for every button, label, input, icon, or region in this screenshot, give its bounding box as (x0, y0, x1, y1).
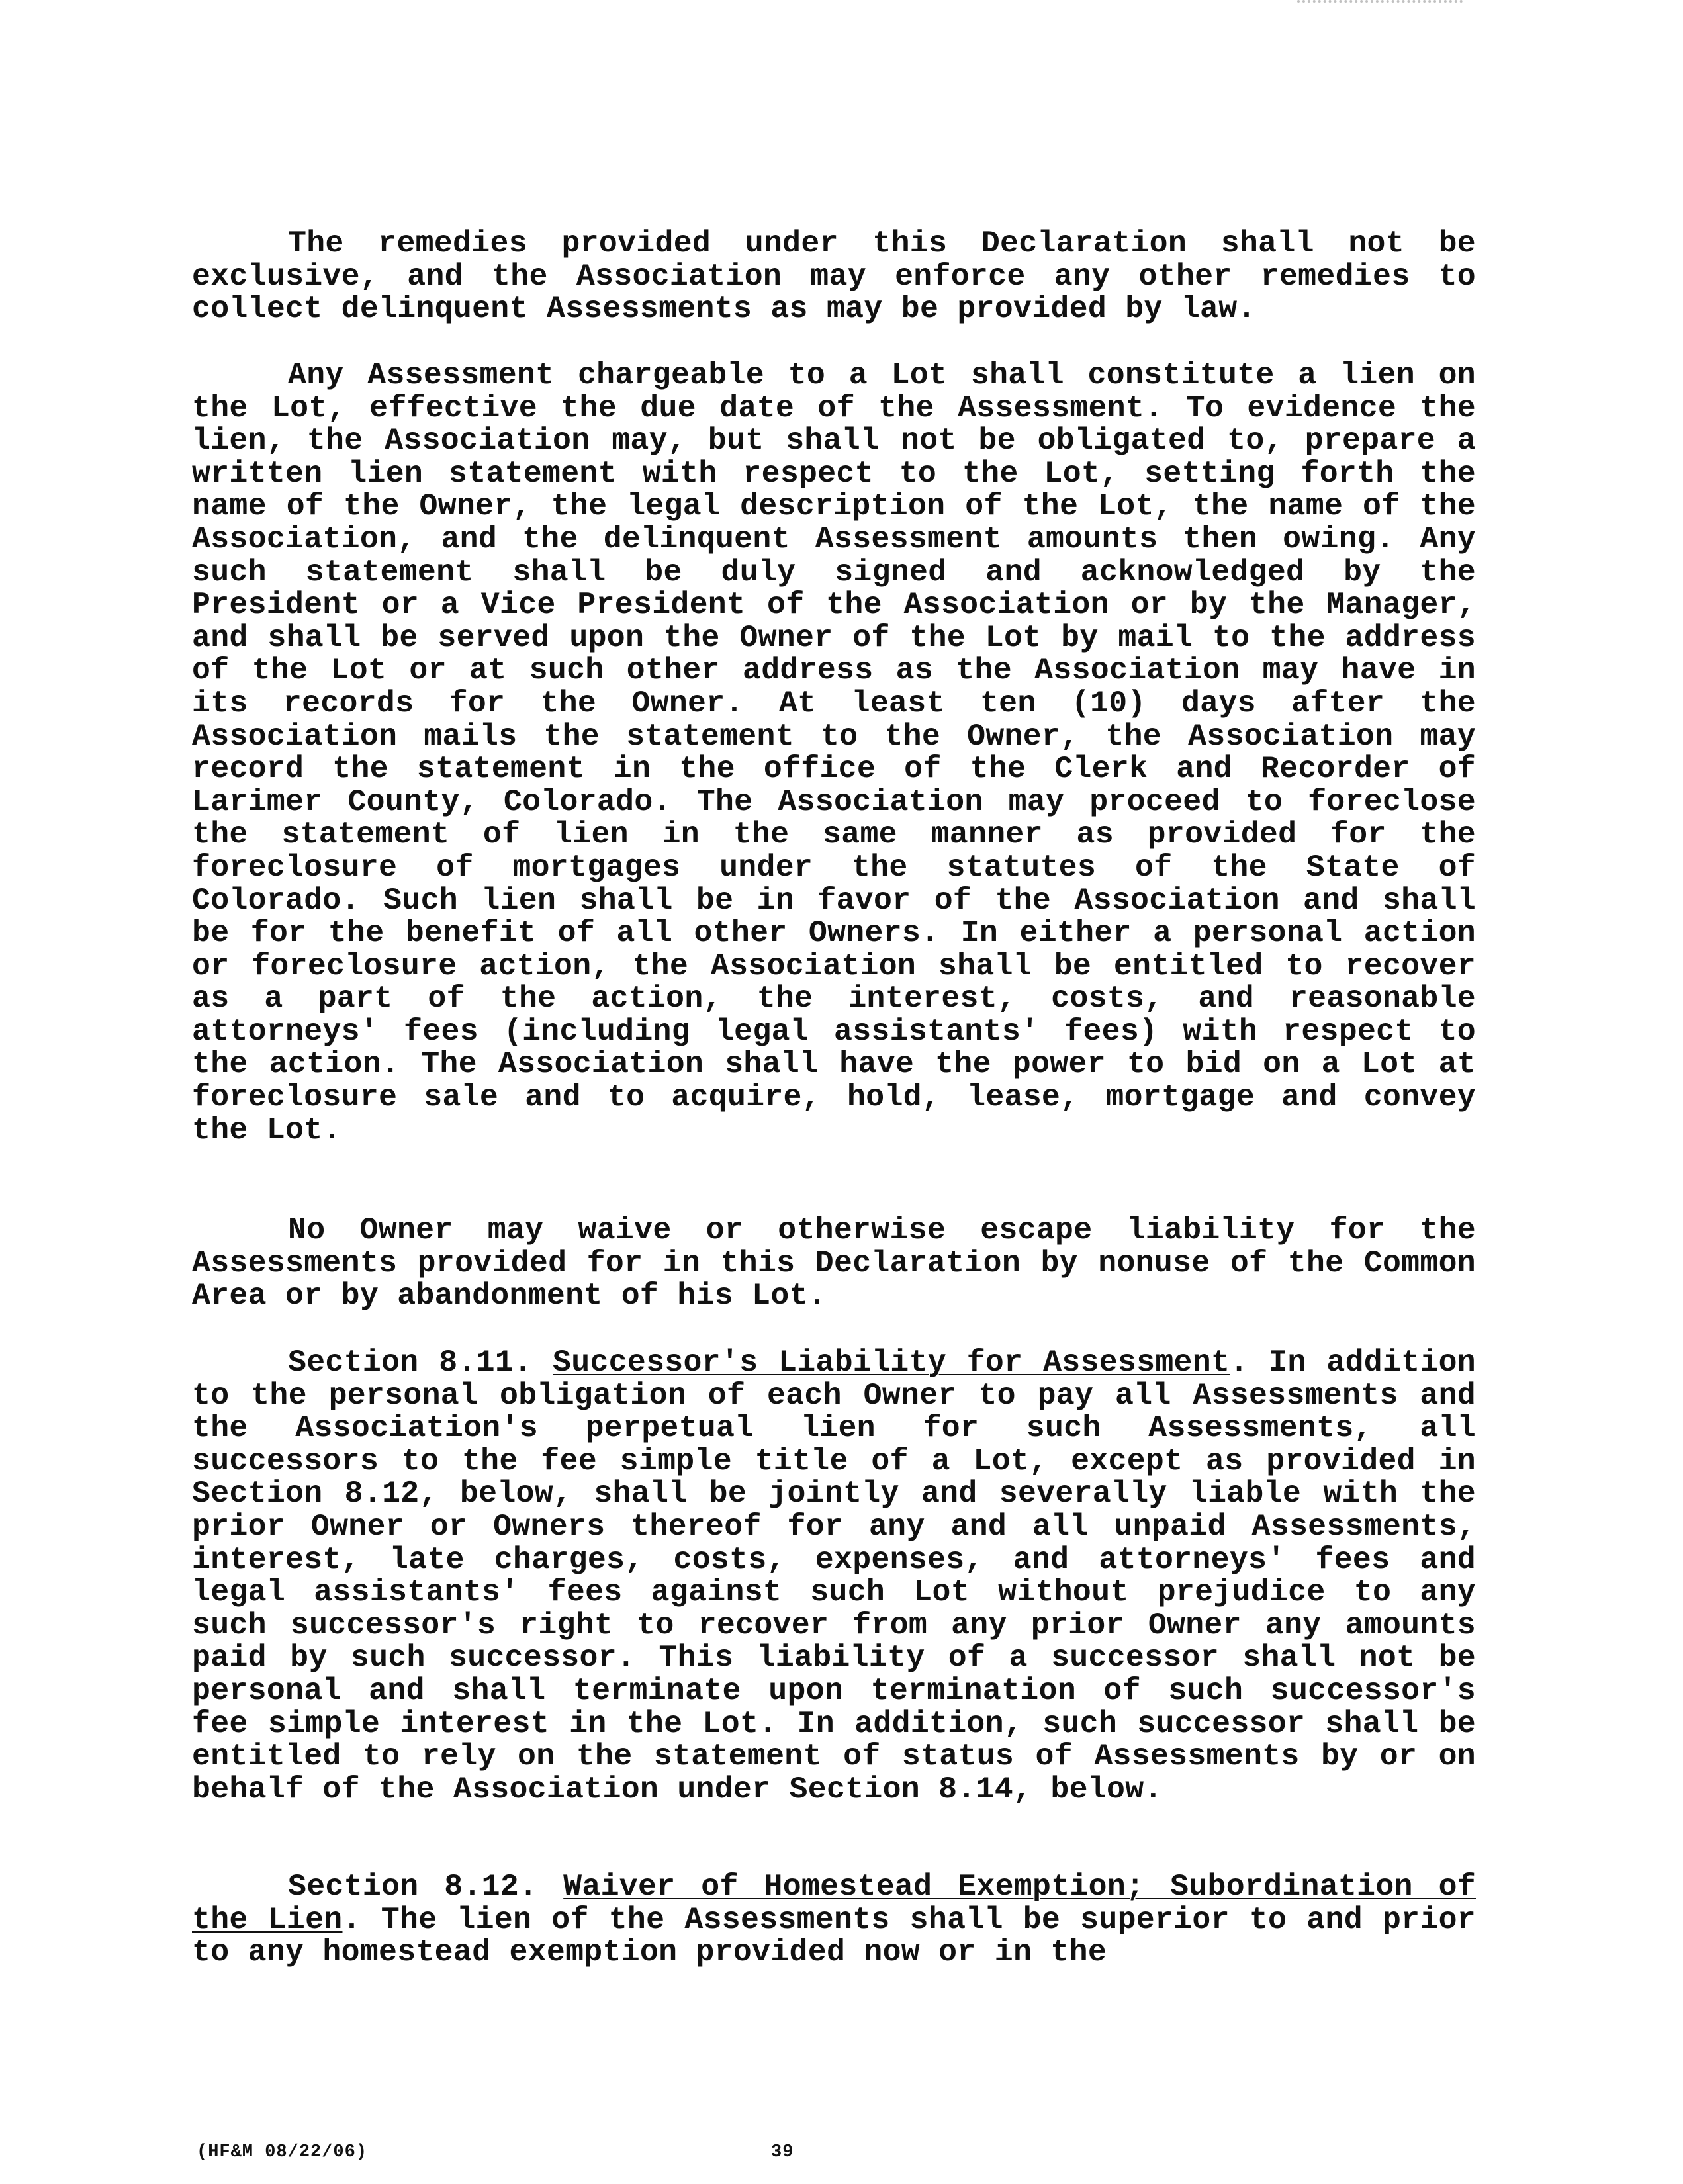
section-8-12 (192, 1870, 1476, 1969)
section-number: Section 8.12. (288, 1869, 538, 1904)
section-body: In addition to the personal obligation of each Owner to pay all Assessments and the Association's perpetual lien for such Assessments, all successors to the fee simple title of a Lot, except as provided in Section 8.12, below, shall be jointly and severally liable with the prior Owner or Owners thereof for any and all unpaid Assessments, interest, late charges, costs, expenses, and attorneys' fees and legal assistants' fees against such Lot without prejudice to any such successor's right to recover from any prior Owner any amounts paid by such successor. This liability of a successor shall not be personal and shall terminate upon termination of such successor's fee simple interest in the Lot. In addition, such successor shall be entitled to rely on the statement of status of Assessments by or on behalf of the Association under Section 8.14, below. (192, 1345, 1476, 1807)
section-8-11 (192, 1346, 1476, 1805)
paragraph-text: The remedies provided under this Declaration shall not be exclusive, and the Association may enforce any other remedies to collect delinquent Assessments as may be provided by law. (192, 226, 1476, 327)
paragraph-remedies (192, 227, 1476, 326)
section-number: Section 8.11. (288, 1345, 533, 1380)
paragraph-text: Any Assessment chargeable to a Lot shall constitute a lien on the Lot, effective the due date of the Assessment. To evidence the lien, the Association may, but shall not be obligated to, prepare a written lien statement with respect to the Lot, setting forth the name of the Owner, the legal description of the Lot, the name of the Association, and the delinquent Assessment amounts then owing. Any such statement shall be duly signed and acknowledged by the President or a Vice President of the Association or by the Manager, and shall be served upon the Owner of the Lot by mail to the address of the Lot or at such other address as the Association may have in its records for the Owner. At least ten (10) days after the Association mails the statement to the Owner, the Association may record the statement in the office of the Clerk and Recorder of Larimer County, Colorado. The Association may proceed to foreclose the statement of lien in the same manner as provided for the foreclosure of mortgages under the statutes of the State of Colorado. Such lien shall be in favor of the Association and shall be for the benefit of all other Owners. In either a personal action or foreclosure action, the Association shall be entitled to recover as a part of the action, the interest, costs, and reasonable attorneys' fees (including legal assistants' fees) with respect to the action. The Association shall have the power to bid on a Lot at foreclosure sale and to acquire, hold, lease, mortgage and convey the Lot. (192, 357, 1476, 1148)
section-heading-punct: . (342, 1901, 361, 1937)
section-heading-punct: . (1230, 1345, 1249, 1380)
paragraph-text: No Owner may waive or otherwise escape liability for the Assessments provided for in this Declaration by nonuse of the Common Area or by abandonment of his Lot. (192, 1212, 1476, 1314)
paragraph-lien (192, 359, 1476, 1146)
section-body: The lien of the Assessments shall be superior to and prior to any homestead exemption provided now or in the (192, 1901, 1476, 1970)
footer-page-number: 39 (771, 2142, 794, 2162)
top-edge-mark (1297, 0, 1463, 8)
section-heading: Waiver of Homestead Exemption; Subordination of the Lien (192, 1869, 1476, 1937)
footer-document-code: (HF&M 08/22/06) (197, 2142, 368, 2162)
paragraph-no-waiver (192, 1214, 1476, 1312)
section-heading: Successor's Liability for Assessment (553, 1345, 1230, 1380)
